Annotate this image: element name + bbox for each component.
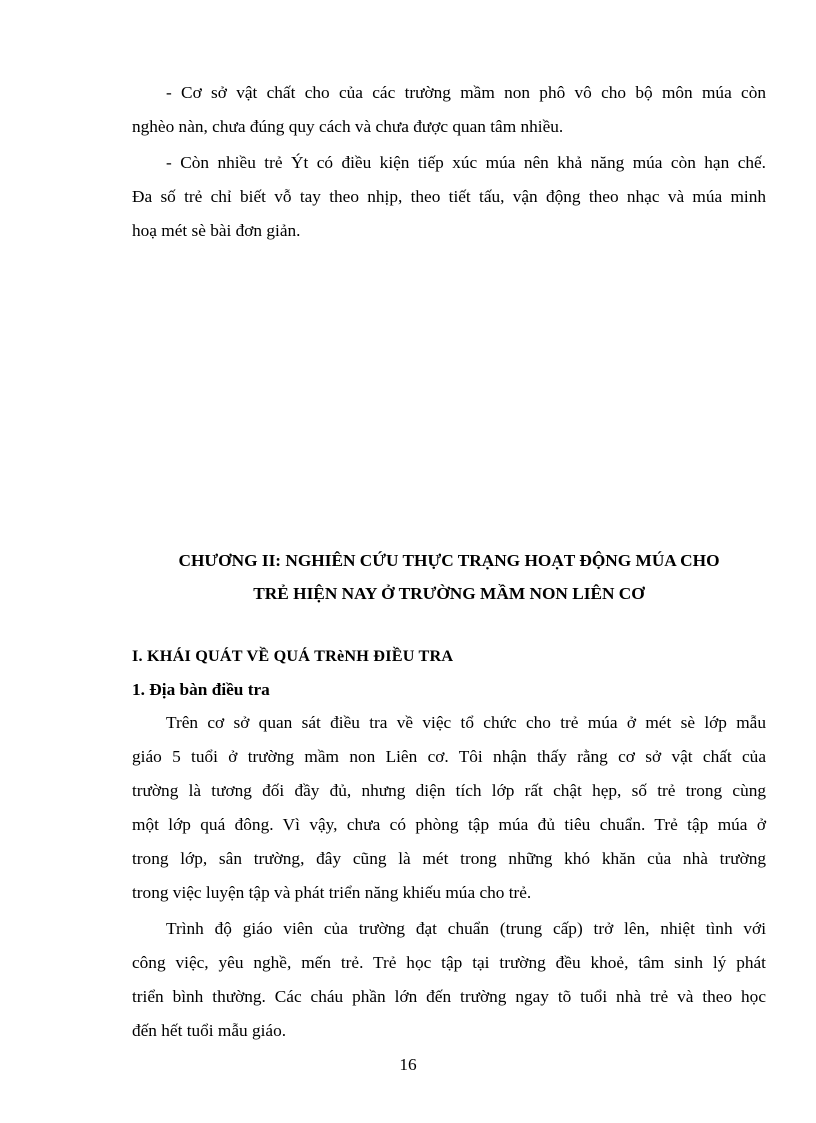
bullet-paragraph-facilities: [132, 76, 766, 144]
text-line: triển bình thường. Các cháu phần lớn đến trường ngay tõ tuổi nhà trẻ và theo học: [132, 987, 766, 1006]
text-line: trong lớp, sân trường, đây cũng là mét trong những khó khăn của nhà trường: [132, 849, 766, 868]
chapter-title: [132, 544, 766, 610]
text-line: công việc, yêu nghề, mến trẻ. Trẻ học tập tại trường đều khoẻ, tâm sinh lý phát: [132, 953, 766, 972]
text-line: trong việc luyện tập và phát triển năng khiếu múa cho trẻ.: [132, 883, 532, 902]
chapter-title-line-2: TRẺ HIỆN NAY Ở TRƯỜNG MẦM NON LIÊN CƠ: [253, 584, 645, 603]
body-paragraph-teachers: [132, 912, 766, 1048]
section-heading: I. KHÁI QUÁT VỀ QUÁ TRèNH ĐIỀU TRA: [132, 647, 454, 665]
text-line: hoạ mét sè bài đơn giản.: [132, 221, 301, 240]
subsection-heading: 1. Địa bàn điều tra: [132, 680, 270, 699]
text-line: một lớp quá đông. Vì vậy, chưa có phòng tập múa đủ tiêu chuẩn. Trẻ tập múa ở: [132, 815, 766, 834]
text-line: nghèo nàn, chưa đúng quy cách và chưa được quan tâm nhiều.: [132, 117, 564, 136]
text-line: - Còn nhiều trẻ Ýt có điều kiện tiếp xúc múa nên khả năng múa còn hạn chế.: [166, 153, 766, 172]
text-line: trường là tương đối đầy đủ, nhưng diện tích lớp rất chật hẹp, số trẻ trong cùng: [132, 781, 766, 800]
page-number: 16: [399, 1055, 417, 1074]
body-paragraph-location: [132, 706, 766, 910]
text-line: Trên cơ sở quan sát điều tra về việc tổ chức cho trẻ múa ở mét sè lớp mẫu: [166, 713, 766, 732]
text-line: Trình độ giáo viên của trường đạt chuẩn (trung cấp) trở lên, nhiệt tình với: [166, 919, 766, 938]
text-line: giáo 5 tuổi ở trường mầm non Liên cơ. Tôi nhận thấy rằng cơ sở vật chất của: [132, 747, 766, 766]
bullet-paragraph-children: [132, 146, 766, 248]
chapter-title-line-1: CHƯƠNG II: NGHIÊN CỨU THỰC TRẠNG HOẠT ĐỘNG MÚA CHO: [178, 551, 720, 570]
text-line: đến hết tuổi mẫu giáo.: [132, 1021, 287, 1040]
text-line: - Cơ sở vật chất cho của các trường mầm non phô vô cho bộ môn múa còn: [166, 83, 766, 102]
text-line: Đa số trẻ chỉ biết vỗ tay theo nhịp, theo tiết tấu, vận động theo nhạc và múa minh: [132, 187, 766, 206]
